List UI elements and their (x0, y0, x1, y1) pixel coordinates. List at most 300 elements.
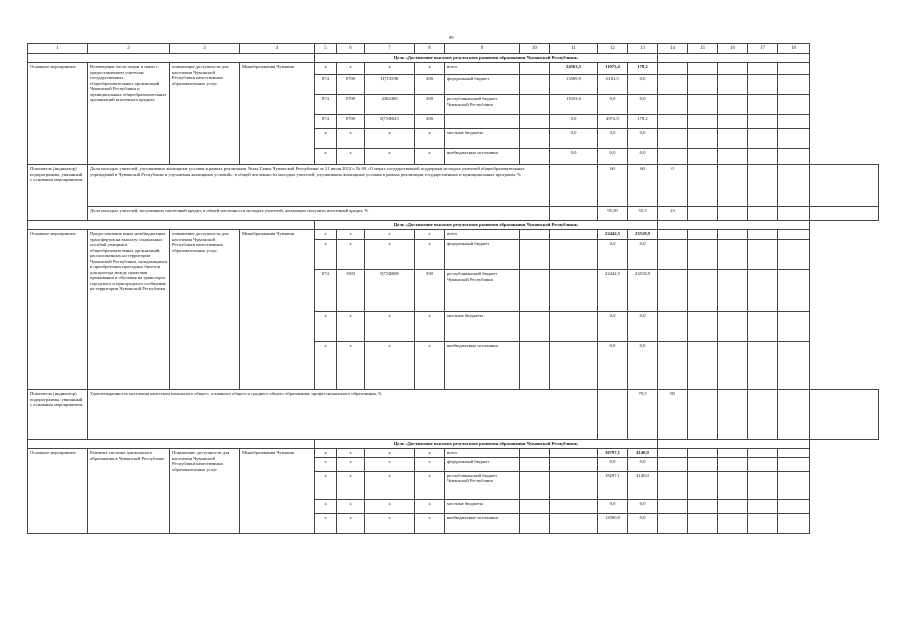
funding-source: республиканский бюджет Чувашской Республики (445, 471, 520, 499)
table-cell (658, 63, 688, 75)
table-cell (688, 449, 718, 458)
goal-title: Цель «Достижение высоких результатов развития образования Чувашской Республики» (315, 221, 658, 230)
table-cell (748, 312, 778, 342)
value-year-1: 13509,9 (550, 75, 598, 95)
table-cell (718, 129, 748, 149)
grbs-code: х (315, 63, 337, 75)
table-cell (718, 270, 748, 312)
table-cell (520, 63, 550, 75)
table-cell (658, 270, 688, 312)
activity-type: Основное мероприятие (28, 230, 88, 390)
grbs-code: х (315, 449, 337, 458)
column-number: 3 (170, 44, 240, 54)
table-cell (748, 471, 778, 499)
table-cell (718, 240, 748, 270)
table-cell (778, 342, 810, 390)
table-cell (520, 449, 550, 458)
value-year-1 (550, 449, 598, 458)
section-code: 1003 (337, 270, 365, 312)
table-cell (778, 95, 810, 115)
table-cell (658, 457, 688, 471)
table-cell (718, 75, 748, 95)
table-cell (688, 342, 718, 390)
value-year-2: 0,0 (598, 342, 628, 390)
indicator-value-2: 55,3 (628, 207, 658, 221)
value-year-3: 0,0 (628, 149, 658, 165)
table-cell (658, 312, 688, 342)
table-cell (598, 390, 628, 440)
expense-type-code: х (415, 499, 445, 513)
table-cell (688, 75, 718, 95)
table-cell (718, 449, 748, 458)
value-year-1: 11053,6 (550, 95, 598, 115)
table-cell (778, 499, 810, 513)
goal-row (28, 54, 879, 63)
table-cell (778, 513, 810, 533)
value-year-3: 0,0 (628, 457, 658, 471)
target-item-code: х (365, 149, 415, 165)
funding-source: местные бюджеты (445, 312, 520, 342)
table-cell (778, 149, 810, 165)
table-cell (778, 240, 810, 270)
table-body (28, 44, 879, 534)
column-number: 4 (240, 44, 315, 54)
table-cell (688, 207, 718, 221)
activity-name: Предоставление иных межбюджетных трансфертов на выплату социальных пособий учащимся общеобразовательных организаций, расположенных на территории Чувашской Республики, нуждающимся в приобретении проездных билетов для проезда между пунктами проживания и обучения на транспорте городского и пригородного сообщения на территории Чувашской Республики (88, 230, 170, 390)
column-number: 18 (778, 44, 810, 54)
value-year-3: 0,0 (628, 75, 658, 95)
table-cell (658, 499, 688, 513)
indicator-value-1: 60 (598, 165, 628, 207)
table-cell (748, 129, 778, 149)
value-year-2: 22442,5 (598, 230, 628, 240)
table-cell (748, 63, 778, 75)
table-cell (748, 165, 778, 207)
section-code: 0709 (337, 75, 365, 95)
table-cell (748, 270, 778, 312)
activity-executor: Минобразования Чувашии (240, 230, 315, 390)
expense-type-code: 500 (415, 270, 445, 312)
expense-type-code: 300 (415, 75, 445, 95)
value-year-1 (550, 230, 598, 240)
table-cell (688, 95, 718, 115)
table-cell (688, 63, 718, 75)
table-cell (658, 95, 688, 115)
table-cell (658, 449, 688, 458)
table-cell (688, 312, 718, 342)
table-cell (550, 207, 598, 221)
table-row (28, 63, 879, 75)
goal-title: Цель «Достижение высоких результатов развития образования Чувашской Республики» (315, 54, 658, 63)
target-item-code: х (365, 457, 415, 471)
value-year-1: 24563,5 (550, 63, 598, 75)
value-year-1: 0,0 (550, 129, 598, 149)
section-code: 0709 (337, 115, 365, 129)
value-year-3: 178,2 (628, 63, 658, 75)
table-cell (658, 240, 688, 270)
table-cell (748, 390, 778, 440)
funding-source: республиканский бюджет Чувашской Республики (445, 270, 520, 312)
table-cell (748, 75, 778, 95)
table-cell (778, 457, 810, 471)
column-number: 17 (748, 44, 778, 54)
table-cell (778, 449, 810, 458)
value-year-1 (550, 499, 598, 513)
funding-source: всего (445, 63, 520, 75)
column-number: 5 (315, 44, 337, 54)
target-item-code: х (365, 312, 415, 342)
funding-source: местные бюджеты (445, 129, 520, 149)
grbs-code: х (315, 312, 337, 342)
table-cell (718, 165, 748, 207)
expense-type-code: х (415, 149, 445, 165)
table-cell (28, 54, 315, 63)
grbs-code: х (315, 513, 337, 533)
value-year-1 (550, 513, 598, 533)
table-cell (748, 240, 778, 270)
section-code: х (337, 129, 365, 149)
table-cell (520, 149, 550, 165)
table-cell (688, 390, 718, 440)
table-cell (778, 165, 810, 207)
funding-source: республиканский бюджет Чувашской Республики (445, 95, 520, 115)
table-cell (718, 342, 748, 390)
target-item-code: 4362400 (365, 95, 415, 115)
column-number: 15 (688, 44, 718, 54)
table-cell (718, 63, 748, 75)
value-year-1: 0,0 (550, 115, 598, 129)
expense-type-code: х (415, 449, 445, 458)
section-code: х (337, 471, 365, 499)
activity-type: Основное мероприятие (28, 63, 88, 165)
table-cell (658, 129, 688, 149)
value-year-1 (550, 312, 598, 342)
section-code: х (337, 342, 365, 390)
table-cell (810, 165, 879, 207)
value-year-3: 0,0 (628, 240, 658, 270)
table-cell (520, 129, 550, 149)
value-year-1 (550, 270, 598, 312)
goal-title: Цель «Достижение высоких результатов развития образования Чувашской Республики» (315, 440, 658, 449)
table-cell (748, 457, 778, 471)
table-cell (810, 207, 879, 221)
section-code: х (337, 499, 365, 513)
table-cell (778, 129, 810, 149)
activity-name: Развитие системы дошкольного образования в Чувашской Республике (88, 449, 170, 534)
value-year-3: 0,0 (628, 499, 658, 513)
value-year-3: 4140,0 (628, 471, 658, 499)
activity-executor: Минобразования Чувашии (240, 63, 315, 165)
section-code: х (337, 230, 365, 240)
table-cell (718, 471, 748, 499)
column-number: 7 (365, 44, 415, 54)
table-cell (778, 63, 810, 75)
section-code: х (337, 513, 365, 533)
indicator-value-3: 80 (658, 390, 688, 440)
value-year-1 (550, 240, 598, 270)
target-item-code: х (365, 449, 415, 458)
table-cell (520, 230, 550, 240)
indicator-label: Показатель (индикатор) подпрограммы, увязанный с основным мероприятием (28, 390, 88, 440)
table-cell (778, 115, 810, 129)
funding-source (445, 115, 520, 129)
table-cell (520, 95, 550, 115)
column-number: 14 (658, 44, 688, 54)
table-cell (688, 499, 718, 513)
grbs-code: х (315, 342, 337, 390)
table-cell (688, 115, 718, 129)
expense-type-code: х (415, 63, 445, 75)
table-cell (718, 513, 748, 533)
value-year-2: 0,0 (598, 149, 628, 165)
indicator-row (28, 165, 879, 207)
table-cell (550, 165, 598, 207)
value-year-3: 0,0 (628, 513, 658, 533)
column-number: 16 (718, 44, 748, 54)
table-row (28, 230, 879, 240)
indicator-value-3: 23 (658, 207, 688, 221)
column-number: 2 (88, 44, 170, 54)
grbs-code: 874 (315, 95, 337, 115)
table-cell (778, 230, 810, 240)
expense-type-code: х (415, 240, 445, 270)
table-cell (688, 129, 718, 149)
indicator-value-1: 95,50 (598, 207, 628, 221)
target-item-code: х (365, 240, 415, 270)
table-cell (810, 390, 879, 440)
table-cell (520, 457, 550, 471)
value-year-3: 0,0 (628, 342, 658, 390)
expense-type-code: х (415, 471, 445, 499)
table-cell (688, 471, 718, 499)
table-cell (718, 390, 748, 440)
grbs-code: х (315, 230, 337, 240)
value-year-1 (550, 342, 598, 390)
goal-row (28, 440, 879, 449)
table-cell (520, 75, 550, 95)
target-item-code: х (365, 129, 415, 149)
table-cell (778, 75, 810, 95)
indicator-row (28, 390, 879, 440)
expense-type-code: х (415, 312, 445, 342)
target-item-code: х (365, 63, 415, 75)
grbs-code: х (315, 129, 337, 149)
table-cell (748, 230, 778, 240)
table-cell (658, 471, 688, 499)
value-year-2: 0,0 (598, 129, 628, 149)
section-code: х (337, 449, 365, 458)
funding-source: федеральный бюджет (445, 75, 520, 95)
activity-name: Возмещение части затрат в связи с предоставлением учителям государственных общеобразовательных организаций Чувашской Республики и муниципальных общеобразовательных организаций ипотечного кредита (88, 63, 170, 165)
funding-source: федеральный бюджет (445, 457, 520, 471)
value-year-2: 4972,9 (598, 115, 628, 129)
table-cell (778, 207, 810, 221)
target-item-code: х (365, 513, 415, 533)
value-year-3: 4140,0 (628, 449, 658, 458)
grbs-code: 874 (315, 270, 337, 312)
table-cell (520, 270, 550, 312)
target-item-code: х (365, 342, 415, 390)
value-year-2: 0,0 (598, 240, 628, 270)
grbs-code: х (315, 149, 337, 165)
table-cell (718, 499, 748, 513)
value-year-3: 23518,9 (628, 270, 658, 312)
value-year-1: 0,0 (550, 149, 598, 165)
column-number-row (28, 44, 879, 54)
table-cell (778, 270, 810, 312)
expense-type-code: х (415, 342, 445, 390)
table-cell (718, 149, 748, 165)
funding-source: местные бюджеты (445, 499, 520, 513)
table-cell (658, 54, 810, 63)
table-cell (688, 149, 718, 165)
table-cell (28, 221, 315, 230)
table-cell (658, 230, 688, 240)
table-cell (778, 312, 810, 342)
table-cell (688, 513, 718, 533)
value-year-2: 0,0 (598, 312, 628, 342)
target-item-code: х (365, 471, 415, 499)
page-number: 89 (449, 35, 454, 40)
value-year-2: 0,0 (598, 95, 628, 115)
section-code: х (337, 457, 365, 471)
expense-type-code: х (415, 513, 445, 533)
table-cell (658, 75, 688, 95)
value-year-2: 22442,5 (598, 270, 628, 312)
table-cell (520, 342, 550, 390)
value-year-3: 0,0 (628, 95, 658, 115)
table-cell (718, 457, 748, 471)
column-number: 12 (598, 44, 628, 54)
indicator-row (28, 207, 879, 221)
table-cell (748, 499, 778, 513)
table-cell (28, 440, 315, 449)
indicator-text: Доля молодых учителей, получивших ипотечный кредит, в общей численности молодых учителей, желающих получить ипотечный кредит, % (88, 207, 550, 221)
value-year-3: 178,2 (628, 115, 658, 129)
table-cell (520, 471, 550, 499)
expense-type-code: х (415, 230, 445, 240)
grbs-code: х (315, 240, 337, 270)
column-number: 6 (337, 44, 365, 54)
funding-source: всего (445, 230, 520, 240)
table-cell (658, 513, 688, 533)
program-table (27, 43, 879, 534)
column-number: 9 (445, 44, 520, 54)
expense-type-code: х (415, 129, 445, 149)
section-code: х (337, 63, 365, 75)
table-cell (688, 230, 718, 240)
grbs-code: х (315, 499, 337, 513)
column-number: 10 (520, 44, 550, 54)
table-cell (748, 449, 778, 458)
table-cell (520, 499, 550, 513)
table-cell (688, 240, 718, 270)
table-cell (778, 471, 810, 499)
value-year-2: 18297,1 (598, 471, 628, 499)
table-cell (718, 230, 748, 240)
table-cell (688, 270, 718, 312)
table-cell (718, 312, 748, 342)
section-code: х (337, 149, 365, 165)
column-number: 1 (28, 44, 88, 54)
funding-source: внебюджетные источники (445, 513, 520, 533)
table-cell (688, 457, 718, 471)
table-cell (778, 390, 810, 440)
table-cell (718, 115, 748, 129)
section-code: 0709 (337, 95, 365, 115)
value-year-1 (550, 457, 598, 471)
table-cell (748, 115, 778, 129)
value-year-3: 23518,9 (628, 230, 658, 240)
funding-source: федеральный бюджет (445, 240, 520, 270)
table-cell (520, 115, 550, 129)
target-item-code: Ц71Ф023 (365, 115, 415, 129)
value-year-3: 0,0 (628, 312, 658, 342)
activity-executor: Минобразования Чувашии (240, 449, 315, 534)
value-year-1 (550, 471, 598, 499)
indicator-value-3: 0 (658, 165, 688, 207)
grbs-code: х (315, 471, 337, 499)
expense-type-code: х (415, 457, 445, 471)
value-year-2: 12500,0 (598, 513, 628, 533)
section-code: х (337, 240, 365, 270)
indicator-value-2: 60 (628, 165, 658, 207)
value-year-2: 6102,5 (598, 75, 628, 95)
table-cell (748, 149, 778, 165)
activity-goal: повышение доступности для населения Чувашской Республики качественных образовательных услуг (170, 63, 240, 165)
funding-source: внебюджетные источники (445, 342, 520, 390)
grbs-code: 874 (315, 75, 337, 95)
table-cell (520, 240, 550, 270)
column-number: 8 (415, 44, 445, 54)
column-number: 11 (550, 44, 598, 54)
section-code: х (337, 312, 365, 342)
table-cell (748, 207, 778, 221)
indicator-value-2: 79,5 (628, 390, 658, 440)
table-cell (658, 115, 688, 129)
table-cell (658, 440, 810, 449)
target-item-code: х (365, 230, 415, 240)
value-year-2: 0,0 (598, 457, 628, 471)
table-cell (718, 95, 748, 115)
table-cell (520, 513, 550, 533)
value-year-3: 0,0 (628, 129, 658, 149)
expense-type-code: 300 (415, 115, 445, 129)
table-cell (520, 312, 550, 342)
value-year-2: 30797,1 (598, 449, 628, 458)
table-cell (748, 342, 778, 390)
goal-row (28, 221, 879, 230)
table-cell (718, 207, 748, 221)
value-year-2: 0,0 (598, 499, 628, 513)
table-row (28, 449, 879, 458)
indicator-label: Показатель (индикатор) подпрограммы, увязанный с основным мероприятием (28, 165, 88, 221)
value-year-2: 11075,4 (598, 63, 628, 75)
grbs-code: 874 (315, 115, 337, 129)
target-item-code: Ц71Ф008 (365, 270, 415, 312)
expense-type-code: 300 (415, 95, 445, 115)
indicator-text: Доля молодых учителей, улучшивших жилищные условия в рамках реализации Указа Главы Чувашской Республики от 21 июля 2012 г. № 69 «О мерах государственной поддержки молодых учителей общеобразовательных учреждений в Чувашской Республике и улучшения жилищных условий», в общей численности молодых учителей, улучшивших жилищные условия в рамках реализации государственных и муниципальных программ, % (88, 165, 550, 207)
activity-goal: Повышение доступности для населения Чувашской Республики качественных образовательных услуг (170, 449, 240, 534)
target-item-code: х (365, 499, 415, 513)
funding-source: внебюджетные источники (445, 149, 520, 165)
table-cell (658, 149, 688, 165)
table-cell (658, 342, 688, 390)
activity-type: Основное мероприятие (28, 449, 88, 534)
grbs-code: х (315, 457, 337, 471)
column-number: 13 (628, 44, 658, 54)
funding-source: всего (445, 449, 520, 458)
